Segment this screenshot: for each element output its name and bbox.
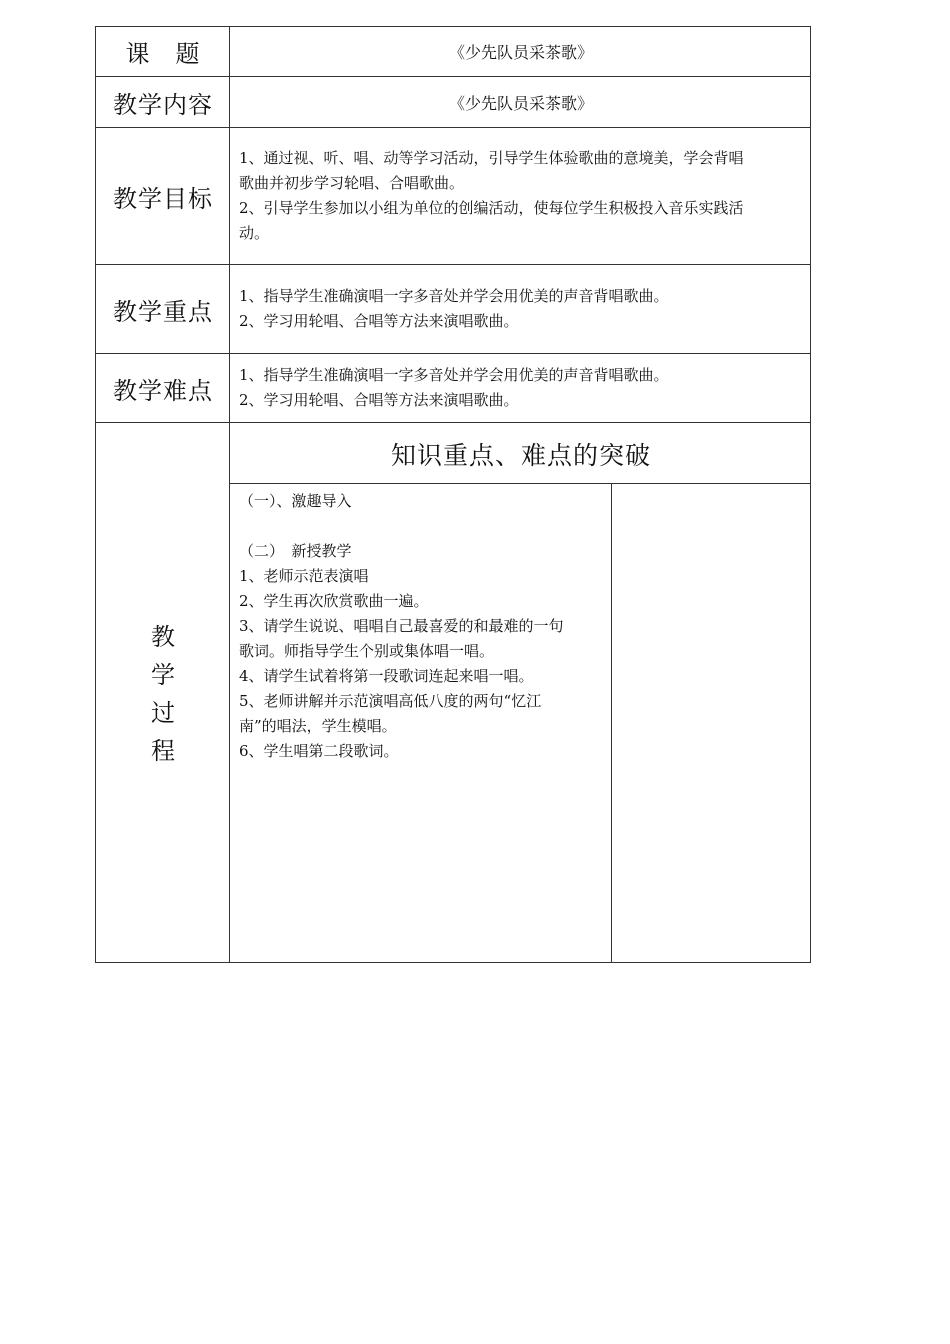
difficulties-line: 2、学习用轮唱、合唱等方法来演唱歌曲。 [239,391,519,409]
key-points-line: 2、学习用轮唱、合唱等方法来演唱歌曲。 [239,312,519,330]
notes-column [612,484,810,962]
key-points-text [239,265,805,353]
row-divider [96,422,810,423]
objectives-label: 教学目标 [113,184,213,213]
process-label-char: 教 [151,623,175,651]
process-step [239,514,605,539]
process-label [96,425,230,963]
difficulties-line: 1、指导学生准确演唱一字多音处并学会用优美的声音背唱歌曲。 [239,366,669,384]
difficulties-text [239,354,805,422]
process-step: （一）、激趣导入 [239,492,352,510]
objectives-line: 2、引导学生参加以小组为单位的创编活动，使每位学生积极投入音乐实践活 [239,199,744,217]
process-step: 3、请学生说说、唱唱自己最喜爱的和最难的一句 [239,617,564,635]
objectives-line: 动。 [239,224,270,242]
topic-label: 课 题 [125,40,201,68]
process-step: 2、学生再次欣赏歌曲一遍。 [239,592,429,610]
topic-value: 《少先队员采茶歌》 [448,43,593,62]
lesson-plan-table [95,26,811,963]
difficulties-label: 教学难点 [113,376,213,405]
process-step: 6、学生唱第二段歌词。 [239,742,399,760]
key-points-label: 教学重点 [113,297,213,326]
process-step: 歌词。师指导学生个别或集体唱一唱。 [239,642,495,660]
process-label-char: 程 [151,737,175,765]
content-label: 教学内容 [113,90,213,119]
process-label-char: 过 [151,699,175,727]
content-value: 《少先队员采茶歌》 [448,93,593,113]
key-points-line: 1、指导学生准确演唱一字多音处并学会用优美的声音背唱歌曲。 [239,287,669,305]
objectives-line: 歌曲并初步学习轮唱、合唱歌曲。 [239,174,465,192]
process-label-char: 学 [151,661,175,689]
objectives-line: 1、通过视、听、唱、动等学习活动，引导学生体验歌曲的意境美，学会背唱 [239,149,744,167]
process-step: 1、老师示范表演唱 [239,567,369,585]
process-step: （二） 新授教学 [239,542,352,560]
process-step: 南”的唱法，学生模唱。 [239,717,397,735]
process-steps [239,489,605,764]
objectives-text [239,128,805,264]
process-step: 4、请学生试着将第一段歌词连起来唱一唱。 [239,667,534,685]
process-step: 5、老师讲解并示范演唱高低八度的两句“忆江 [239,692,542,710]
breakthrough-heading: 知识重点、难点的突破 [390,441,651,470]
